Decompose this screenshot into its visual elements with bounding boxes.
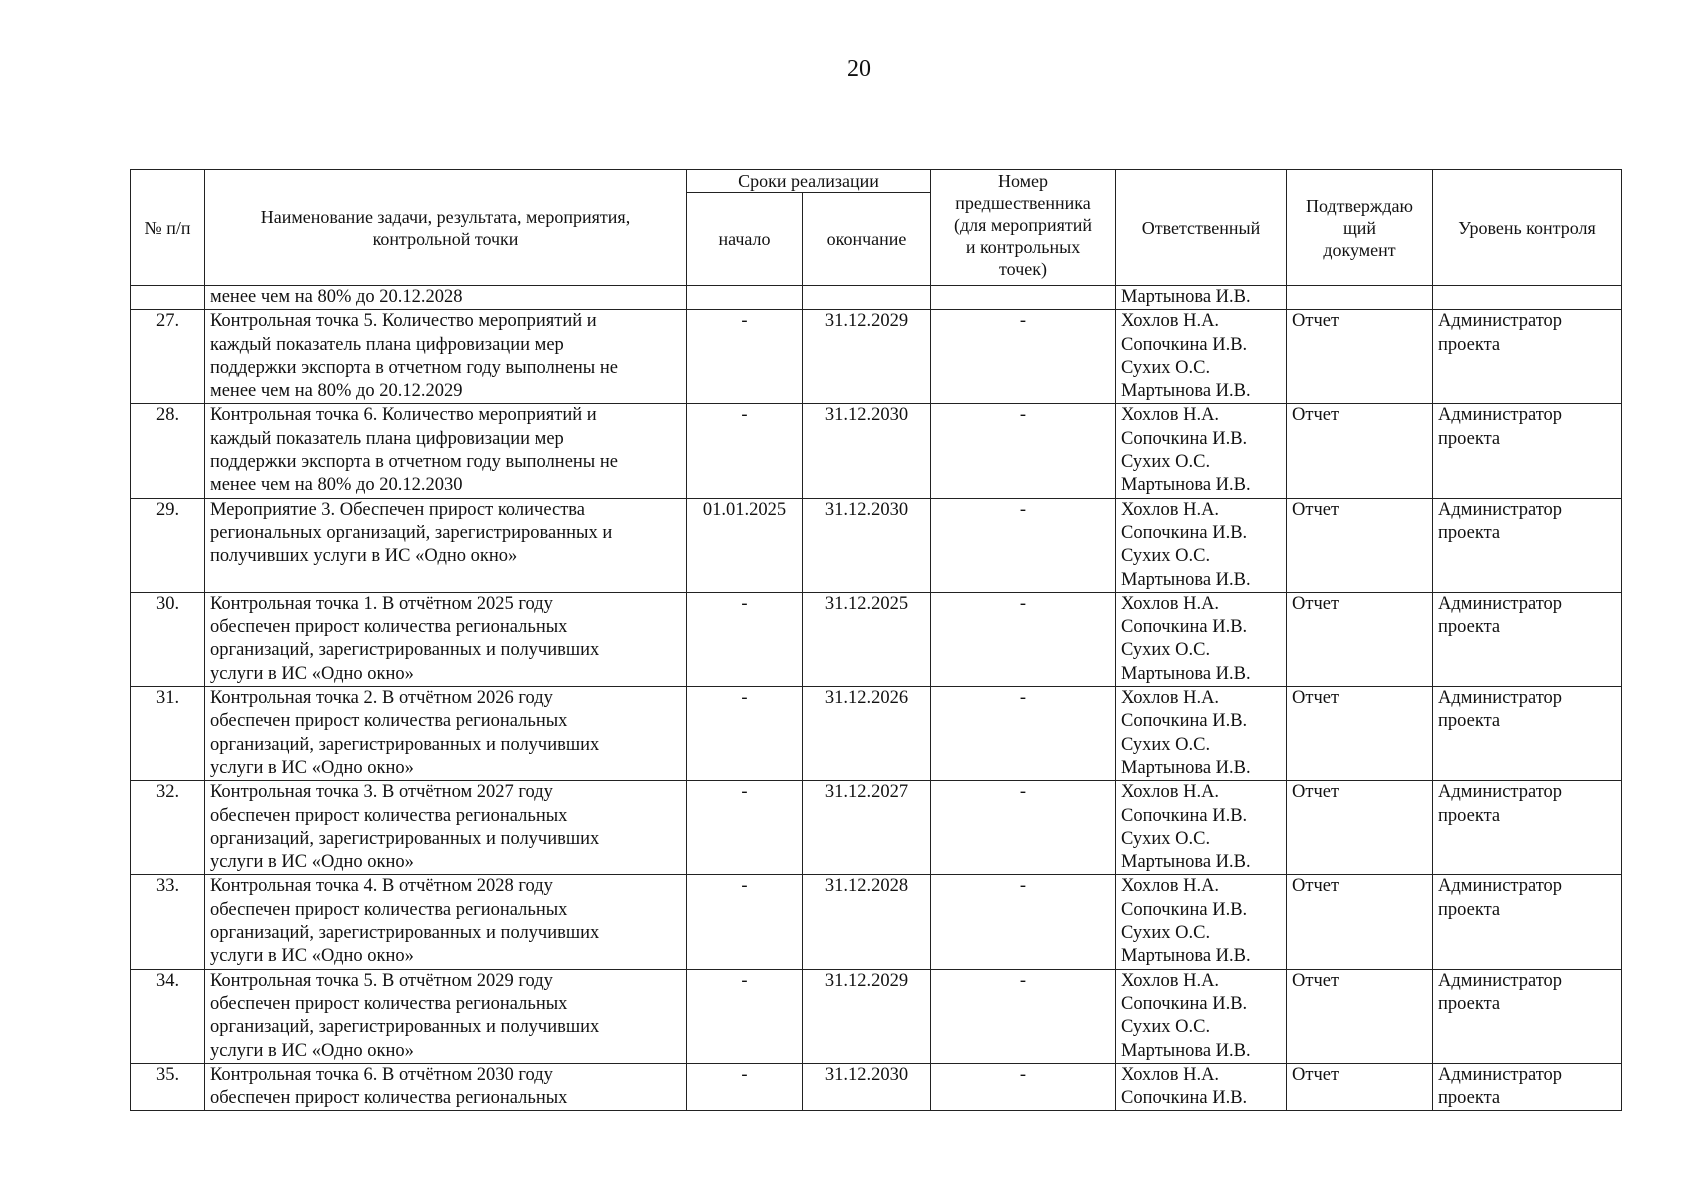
text-line: проекта (1438, 1088, 1501, 1109)
cell-end: 31.12.2026 (803, 687, 931, 781)
table-row (131, 498, 1622, 592)
cell-responsible (1116, 969, 1287, 1063)
text-line: организаций, зарегистрированных и получивших (210, 828, 600, 849)
text-line: Администратор (1438, 311, 1563, 332)
text-line: Мартынова И.В. (1121, 569, 1251, 590)
header-name (205, 170, 687, 286)
cell-responsible (1116, 310, 1287, 404)
text-line: Хохлов Н.А. (1121, 782, 1220, 803)
text-line: Сухих О.С. (1121, 546, 1211, 567)
cell-start: - (687, 687, 803, 781)
text-line: проекта (1438, 428, 1501, 449)
cell-document: Отчет (1287, 498, 1433, 592)
cell-predecessor: - (931, 498, 1116, 592)
text-line: Хохлов Н.А. (1121, 405, 1220, 426)
text-line: обеспечен прирост количества региональных (210, 805, 568, 826)
table-body (131, 286, 1622, 1111)
header-terms: Сроки реализации (687, 170, 931, 193)
cell-document: Отчет (1287, 592, 1433, 686)
cell-control (1433, 875, 1622, 969)
text-line: проекта (1438, 805, 1501, 826)
cell-responsible: Мартынова И.В. (1116, 286, 1287, 310)
text-line: обеспечен прирост количества региональных (210, 617, 568, 638)
text-line: проекта (1438, 334, 1501, 355)
table-row (131, 1063, 1622, 1111)
text-line: поддержки экспорта в отчетном году выполнены не (210, 357, 618, 378)
implementation-plan-table (130, 169, 1622, 1111)
text-line: Контрольная точка 5. В отчётном 2029 году (210, 970, 553, 991)
header-responsible: Ответственный (1116, 170, 1287, 286)
cell-start: - (687, 875, 803, 969)
header-end: окончание (803, 193, 931, 286)
cell-responsible (1116, 875, 1287, 969)
table-row-continuation (131, 286, 1622, 310)
text-line: Контрольная точка 6. В отчётном 2030 году (210, 1064, 553, 1085)
text-line: Хохлов Н.А. (1121, 876, 1220, 897)
cell-document: Отчет (1287, 687, 1433, 781)
cell-document: Отчет (1287, 310, 1433, 404)
cell-start: 01.01.2025 (687, 498, 803, 592)
cell-responsible (1116, 498, 1287, 592)
text-line: каждый показатель плана цифровизации мер (210, 334, 564, 355)
text-line: Контрольная точка 1. В отчётном 2025 году (210, 593, 553, 614)
text-line: Мартынова И.В. (1121, 946, 1251, 967)
text-line: услуги в ИС «Одно окно» (210, 1040, 414, 1061)
cell-name (205, 404, 687, 498)
table-row (131, 781, 1622, 875)
text-line: Сухих О.С. (1121, 1017, 1211, 1038)
cell-control (1433, 286, 1622, 310)
table-header (131, 170, 1622, 286)
cell-control (1433, 498, 1622, 592)
text-line: Хохлов Н.А. (1121, 688, 1220, 709)
text-line: организаций, зарегистрированных и получивших (210, 1017, 600, 1038)
text-line: организаций, зарегистрированных и получивших (210, 734, 600, 755)
text-line: менее чем на 80% до 20.12.2030 (210, 475, 463, 496)
table-row (131, 875, 1622, 969)
text-line: точек) (999, 259, 1047, 279)
text-line: Администратор (1438, 688, 1563, 709)
text-line: Номер (997, 171, 1049, 191)
text-line: Контрольная точка 5. Количество мероприятий и (210, 311, 597, 332)
cell-start: - (687, 592, 803, 686)
cell-control (1433, 1063, 1622, 1111)
cell-control (1433, 310, 1622, 404)
cell-document: Отчет (1287, 875, 1433, 969)
cell-start (687, 286, 803, 310)
text-line: Сухих О.С. (1121, 828, 1211, 849)
cell-end: 31.12.2029 (803, 310, 931, 404)
text-line: проекта (1438, 522, 1501, 543)
text-line: Подтверждаю (1306, 195, 1413, 216)
text-line: обеспечен прирост количества региональных (210, 899, 568, 920)
text-line: Хохлов Н.А. (1121, 1064, 1220, 1085)
cell-name (205, 781, 687, 875)
text-line: проекта (1438, 711, 1501, 732)
cell-start: - (687, 310, 803, 404)
text-line: Сухих О.С. (1121, 452, 1211, 473)
table-row (131, 687, 1622, 781)
cell-control (1433, 969, 1622, 1063)
cell-predecessor: - (931, 687, 1116, 781)
text-line: Мартынова И.В. (1121, 852, 1251, 873)
text-line: менее чем на 80% до 20.12.2029 (210, 381, 463, 402)
cell-end: 31.12.2028 (803, 875, 931, 969)
text-line: Администратор (1438, 593, 1563, 614)
cell-document: Отчет (1287, 781, 1433, 875)
text-line: Администратор (1438, 782, 1563, 803)
cell-start: - (687, 404, 803, 498)
cell-document (1287, 286, 1433, 310)
cell-num (131, 286, 205, 310)
text-line: документ (1323, 239, 1396, 260)
header-num: № п/п (131, 170, 205, 286)
text-line: услуги в ИС «Одно окно» (210, 663, 414, 684)
cell-responsible (1116, 404, 1287, 498)
text-line: и контрольных (965, 237, 1081, 257)
text-line: организаций, зарегистрированных и получивших (210, 640, 600, 661)
text-line: услуги в ИС «Одно окно» (210, 946, 414, 967)
text-line: Администратор (1438, 1064, 1563, 1085)
text-line: Мартынова И.В. (1121, 1040, 1251, 1061)
cell-end: 31.12.2029 (803, 969, 931, 1063)
text-line: Контрольная точка 4. В отчётном 2028 году (210, 876, 553, 897)
table-row (131, 310, 1622, 404)
text-line: Хохлов Н.А. (1121, 593, 1220, 614)
table-row (131, 969, 1622, 1063)
cell-start: - (687, 969, 803, 1063)
text-line: обеспечен прирост количества региональных (210, 1088, 568, 1109)
cell-responsible (1116, 592, 1287, 686)
text-line: Сопочкина И.В. (1121, 334, 1248, 355)
cell-document: Отчет (1287, 969, 1433, 1063)
cell-responsible (1116, 1063, 1287, 1111)
text-line: Администратор (1438, 970, 1563, 991)
text-line: Хохлов Н.А. (1121, 970, 1220, 991)
cell-name (205, 969, 687, 1063)
header-control: Уровень контроля (1433, 170, 1622, 286)
text-line: организаций, зарегистрированных и получивших (210, 923, 600, 944)
text-line: Сопочкина И.В. (1121, 805, 1248, 826)
cell-num: 30. (131, 592, 205, 686)
cell-name (205, 592, 687, 686)
cell-start: - (687, 781, 803, 875)
text-line: Хохлов Н.А. (1121, 311, 1220, 332)
cell-predecessor: - (931, 310, 1116, 404)
text-line: каждый показатель плана цифровизации мер (210, 428, 564, 449)
text-line: Мартынова И.В. (1121, 757, 1251, 778)
text-line: контрольной точки (372, 228, 519, 249)
cell-control (1433, 592, 1622, 686)
cell-end: 31.12.2030 (803, 498, 931, 592)
cell-name: менее чем на 80% до 20.12.2028 (205, 286, 687, 310)
table-row (131, 592, 1622, 686)
text-line: Сухих О.С. (1121, 357, 1211, 378)
header-document (1287, 170, 1433, 286)
text-line: щий (1342, 217, 1377, 238)
text-line: проекта (1438, 993, 1501, 1014)
cell-start: - (687, 1063, 803, 1111)
cell-num: 35. (131, 1063, 205, 1111)
text-line: проекта (1438, 899, 1501, 920)
text-line: Мартынова И.В. (1121, 381, 1251, 402)
text-line: Сопочкина И.В. (1121, 522, 1248, 543)
cell-end: 31.12.2027 (803, 781, 931, 875)
text-line: Сопочкина И.В. (1121, 1088, 1248, 1109)
cell-predecessor: - (931, 404, 1116, 498)
cell-predecessor: - (931, 781, 1116, 875)
cell-document: Отчет (1287, 404, 1433, 498)
cell-control (1433, 781, 1622, 875)
cell-predecessor (931, 286, 1116, 310)
text-line: Сухих О.С. (1121, 640, 1211, 661)
text-line: услуги в ИС «Одно окно» (210, 852, 414, 873)
text-line: Хохлов Н.А. (1121, 499, 1220, 520)
cell-predecessor: - (931, 969, 1116, 1063)
cell-num: 33. (131, 875, 205, 969)
text-line: Администратор (1438, 876, 1563, 897)
cell-control (1433, 404, 1622, 498)
cell-num: 29. (131, 498, 205, 592)
cell-end (803, 286, 931, 310)
text-line: Сухих О.С. (1121, 923, 1211, 944)
text-line: предшественника (955, 193, 1091, 213)
text-line: проекта (1438, 617, 1501, 638)
text-line: услуги в ИС «Одно окно» (210, 757, 414, 778)
cell-num: 28. (131, 404, 205, 498)
text-line: поддержки экспорта в отчетном году выполнены не (210, 452, 618, 473)
header-predecessor (931, 170, 1116, 286)
cell-num: 31. (131, 687, 205, 781)
page-number: 20 (847, 56, 871, 82)
cell-predecessor: - (931, 1063, 1116, 1111)
text-line: Сопочкина И.В. (1121, 617, 1248, 638)
text-line: Контрольная точка 3. В отчётном 2027 году (210, 782, 553, 803)
cell-responsible (1116, 781, 1287, 875)
cell-name (205, 687, 687, 781)
cell-end: 31.12.2030 (803, 1063, 931, 1111)
text-line: Сопочкина И.В. (1121, 899, 1248, 920)
text-line: Контрольная точка 2. В отчётном 2026 году (210, 688, 553, 709)
text-line: (для мероприятий (954, 215, 1092, 235)
cell-name (205, 498, 687, 592)
table-row (131, 404, 1622, 498)
cell-name (205, 875, 687, 969)
cell-end: 31.12.2025 (803, 592, 931, 686)
text-line: Сопочкина И.В. (1121, 993, 1248, 1014)
cell-num: 27. (131, 310, 205, 404)
text-line: Сопочкина И.В. (1121, 711, 1248, 732)
cell-name (205, 1063, 687, 1111)
text-line: обеспечен прирост количества региональных (210, 993, 568, 1014)
text-line: Мероприятие 3. Обеспечен прирост количества (210, 499, 585, 520)
text-line: получивших услуги в ИС «Одно окно» (210, 546, 518, 567)
text-line: Сухих О.С. (1121, 734, 1211, 755)
cell-num: 32. (131, 781, 205, 875)
cell-responsible (1116, 687, 1287, 781)
text-line: региональных организаций, зарегистрированных и (210, 522, 613, 543)
cell-control (1433, 687, 1622, 781)
text-line: Наименование задачи, результата, мероприятия, (260, 206, 631, 227)
header-start: начало (687, 193, 803, 286)
text-line: Мартынова И.В. (1121, 663, 1251, 684)
text-line: обеспечен прирост количества региональных (210, 711, 568, 732)
text-line: Сопочкина И.В. (1121, 428, 1248, 449)
text-line: Мартынова И.В. (1121, 475, 1251, 496)
cell-num: 34. (131, 969, 205, 1063)
cell-predecessor: - (931, 592, 1116, 686)
text-line: Администратор (1438, 499, 1563, 520)
cell-end: 31.12.2030 (803, 404, 931, 498)
cell-predecessor: - (931, 875, 1116, 969)
text-line: Администратор (1438, 405, 1563, 426)
text-line: Контрольная точка 6. Количество мероприятий и (210, 405, 597, 426)
cell-document: Отчет (1287, 1063, 1433, 1111)
cell-name (205, 310, 687, 404)
